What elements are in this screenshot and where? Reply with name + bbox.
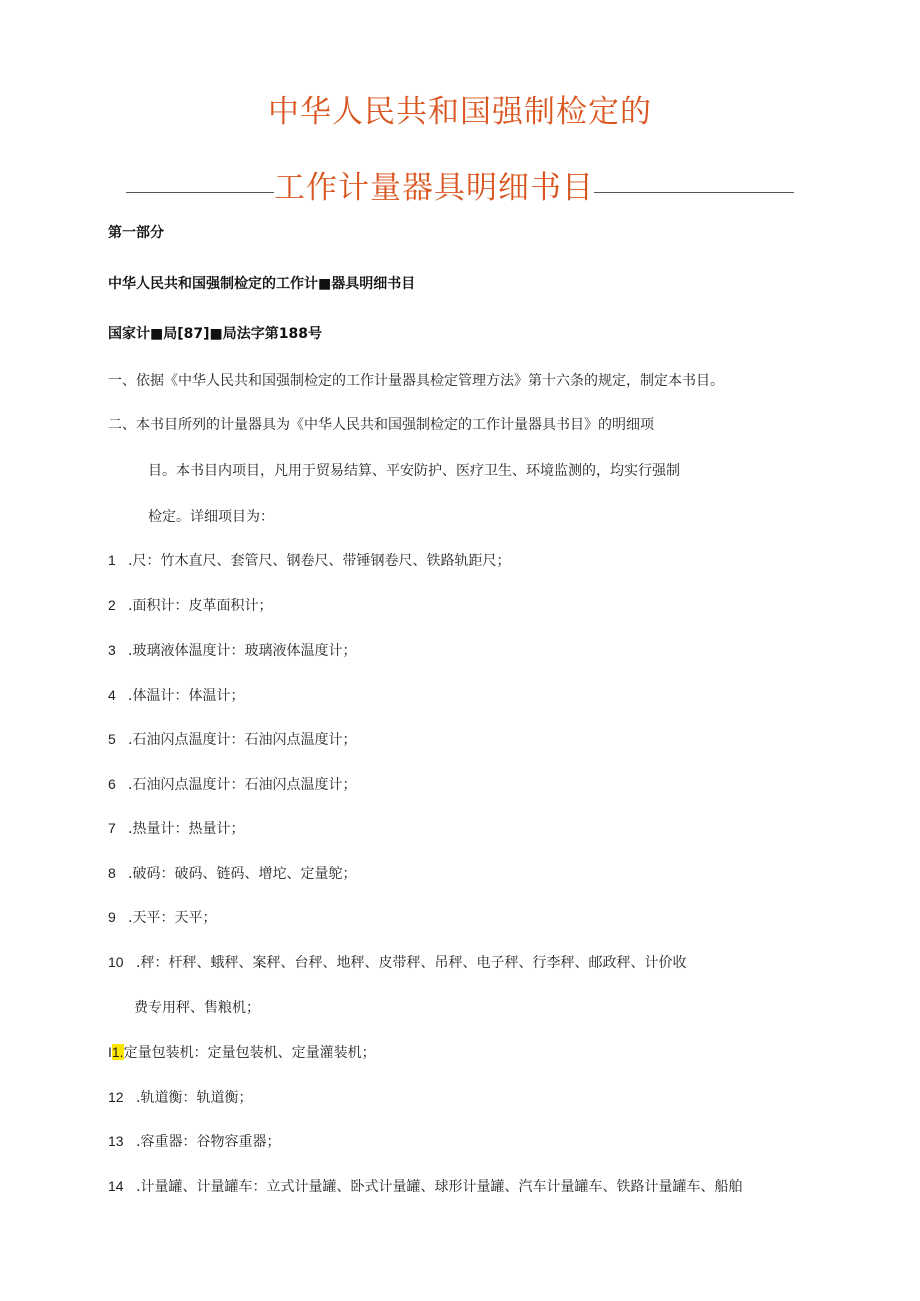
list-item-number: 2 bbox=[108, 597, 116, 613]
list-item-number: I1. bbox=[108, 1044, 124, 1060]
list-item-text: .计量罐、计量罐车：立式计量罐、卧式计量罐、球形计量罐、汽车计量罐车、铁路计量罐车、船舶 bbox=[136, 1179, 743, 1195]
list-item-number: 7 bbox=[108, 820, 116, 836]
list-item-number: 8 bbox=[108, 865, 116, 881]
list-item bbox=[108, 1042, 376, 1062]
document-number: 国家计■局[87]■局法字第188号 bbox=[108, 326, 322, 342]
list-item-text: .容重器：谷物容重器； bbox=[136, 1134, 281, 1150]
list-item-number: 13 bbox=[108, 1133, 124, 1149]
list-item-number: 1 bbox=[108, 552, 116, 568]
list-item bbox=[108, 729, 356, 749]
part-heading: 第一部分 bbox=[108, 225, 164, 241]
paragraph-2-line-3: 检定。详细项目为： bbox=[148, 509, 274, 525]
list-item-number: 3 bbox=[108, 642, 116, 658]
list-item-number: 4 bbox=[108, 687, 116, 703]
title-blank-left bbox=[126, 162, 274, 193]
list-item-text: 定量包装机：定量包装机、定量灌装机； bbox=[123, 1045, 376, 1061]
list-item-continuation bbox=[134, 997, 260, 1017]
list-item bbox=[108, 1131, 280, 1151]
list-item-text: 费专用秤、售粮机； bbox=[134, 1000, 260, 1016]
list-item-number: 9 bbox=[108, 909, 116, 925]
list-item-text: .天平：天平； bbox=[128, 910, 217, 926]
highlight-mark: 1. bbox=[111, 1044, 124, 1060]
list-item bbox=[108, 1176, 742, 1196]
list-item bbox=[108, 1087, 252, 1107]
list-item bbox=[108, 818, 244, 838]
list-item bbox=[108, 863, 356, 883]
subtitle: 中华人民共和国强制检定的工作计■器具明细书目 bbox=[108, 276, 416, 292]
list-item-number: 14 bbox=[108, 1178, 124, 1194]
list-item-text: .石油闪点温度计：石油闪点温度计； bbox=[128, 777, 357, 793]
list-item-number: 5 bbox=[108, 731, 116, 747]
list-item-number: 6 bbox=[108, 776, 116, 792]
list-item bbox=[108, 550, 510, 570]
paragraph-1: 一、依据《中华人民共和国强制检定的工作计量器具检定管理方法》第十六条的规定，制定本书目。 bbox=[108, 373, 724, 389]
list-item-number: 12 bbox=[108, 1089, 124, 1105]
list-item bbox=[108, 952, 686, 972]
document-title-line-1: 中华人民共和国强制检定的 bbox=[268, 94, 652, 130]
paragraph-2-line-1: 二、本书目所列的计量器具为《中华人民共和国强制检定的工作计量器具书目》的明细项 bbox=[108, 417, 654, 433]
list-item-number: 10 bbox=[108, 954, 124, 970]
document-title-line-2 bbox=[0, 162, 920, 207]
list-item-text: .秤：杆秤、蛾秤、案秤、台秤、地秤、皮带秤、吊秤、电子秤、行李秤、邮政秤、计价收 bbox=[136, 955, 687, 971]
list-item-text: .体温计：体温计； bbox=[128, 688, 245, 704]
list-item-text: .石油闪点温度计：石油闪点温度计； bbox=[128, 732, 357, 748]
list-item-text: .轨道衡：轨道衡； bbox=[136, 1090, 253, 1106]
list-item-text: .面积计：皮革面积计； bbox=[128, 598, 273, 614]
list-item-text: .破码：破码、链码、增坨、定量鸵； bbox=[128, 866, 357, 882]
list-item-text: .玻璃液体温度计：玻璃液体温度计； bbox=[128, 643, 357, 659]
list-item-text: .热量计：热量计； bbox=[128, 821, 245, 837]
list-item bbox=[108, 595, 272, 615]
list-item bbox=[108, 774, 356, 794]
list-item bbox=[108, 685, 244, 705]
paragraph-2-line-2: 目。本书目内项目，凡用于贸易结算、平安防护、医疗卫生、环境监测的，均实行强制 bbox=[148, 463, 680, 479]
title-line-2-text: 工作计量器具明细书目 bbox=[274, 170, 594, 206]
list-item-text: .尺：竹木直尺、套管尺、钢卷尺、带锤钢卷尺、铁路轨距尺； bbox=[128, 553, 511, 569]
list-item bbox=[108, 907, 216, 927]
title-blank-right bbox=[594, 162, 794, 193]
list-item bbox=[108, 640, 356, 660]
